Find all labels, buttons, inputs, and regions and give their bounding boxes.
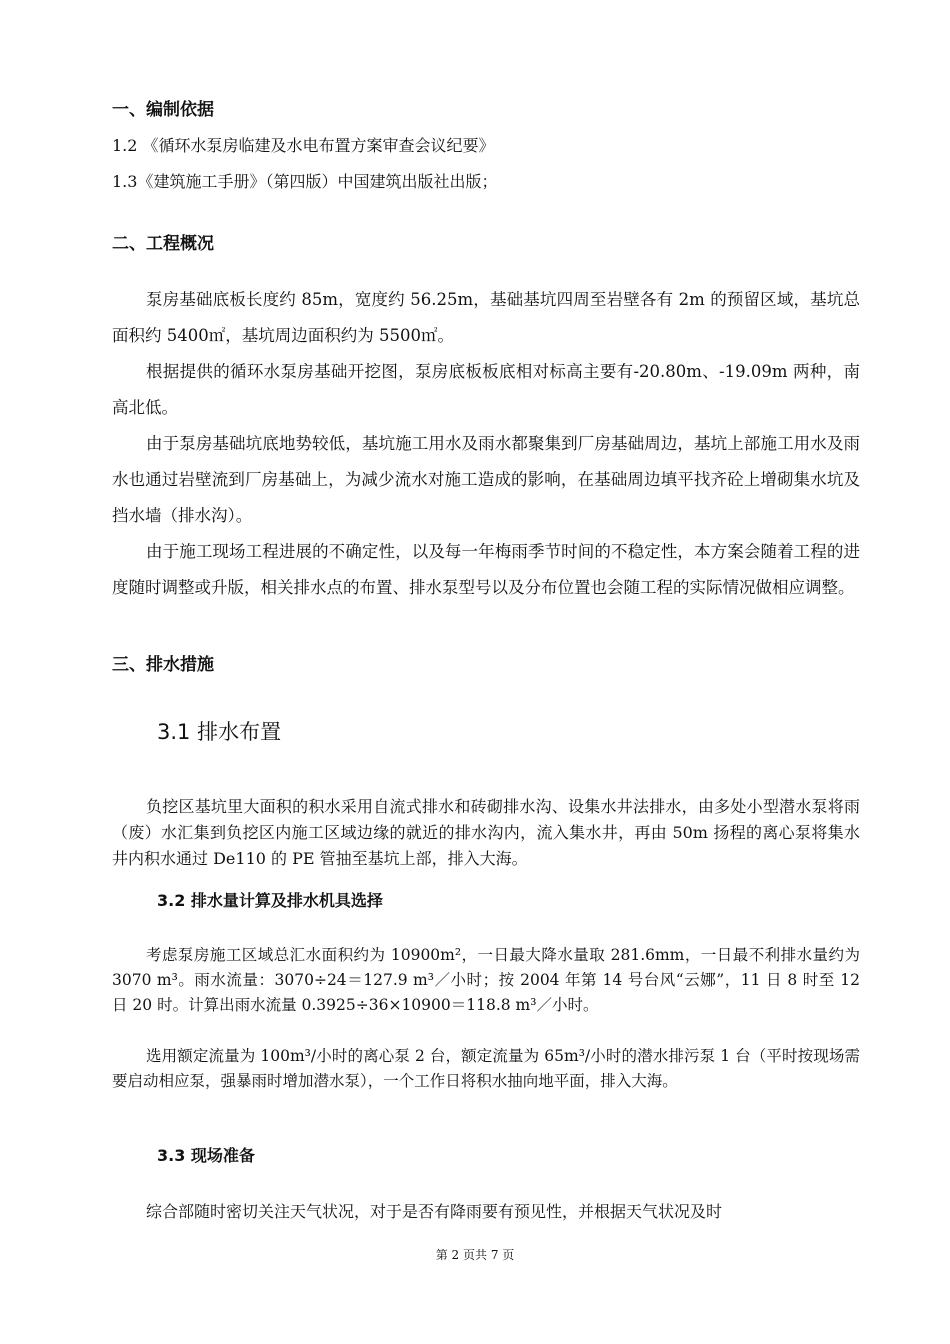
reference-item-1-2: 1.2 《循环水泵房临建及水电布置方案审查会议纪要》 bbox=[112, 136, 495, 155]
page-footer: 第 2 页共 7 页 bbox=[435, 1248, 515, 1262]
site-preparation-paragraph: 综合部随时密切关注天气状况，对于是否有降雨要有预见性，并根据天气状况及时 bbox=[146, 1202, 723, 1221]
calculation-paragraph: 考虑泵房施工区域总汇水面积约为 10900m²，一日最大降水量取 281.6mm，一日最不利排水量约为 3070 m³。雨水流量：3070÷24＝127.9 m³／小时；按 2004 年第 14 号台风“云娜”，11 日 8 时至 12 日 20 时。计算出雨水流量 0.3925÷36×10900＝118.8 m³／小时。 bbox=[112, 946, 860, 1014]
section-heading-overview: 二、工程概况 bbox=[112, 234, 214, 254]
overview-paragraph: 根据提供的循环水泵房基础开挖图，泵房底板板底相对标高主要有-20.80m、-19.09m 两种，南高北低。 bbox=[112, 362, 860, 417]
section-heading-basis: 一、编制依据 bbox=[112, 100, 214, 120]
overview-paragraph: 由于施工现场工程进展的不确定性，以及每一年梅雨季节时间的不稳定性，本方案会随着工程的进度随时调整或升版，相关排水点的布置、排水泵型号以及分布位置也会随工程的实际情况做相应调整。 bbox=[112, 542, 860, 597]
drainage-layout-paragraph: 负挖区基坑里大面积的积水采用自流式排水和砖砌排水沟、设集水井法排水，由多处小型潜水泵将雨（废）水汇集到负挖区内施工区域边缘的就近的排水沟内，流入集水井，再由 50m 扬程的离心泵将集水井内积水通过 De110 的 PE 管抽至基坑上部，排入大海。 bbox=[112, 797, 860, 868]
equipment-paragraph: 选用额定流量为 100m³/小时的离心泵 2 台，额定流量为 65m³/小时的潜水排污泵 1 台（平时按现场需要启动相应泵，强暴雨时增加潜水泵），一个工作日将积水抽向地平面，排入大海。 bbox=[112, 1047, 860, 1090]
section-heading-drainage: 三、排水措施 bbox=[112, 655, 214, 675]
subsection-heading-3-2: 3.2 排水量计算及排水机具选择 bbox=[157, 891, 383, 910]
overview-paragraph: 由于泵房基础坑底地势较低，基坑施工用水及雨水都聚集到厂房基础周边，基坑上部施工用水及雨水也通过岩壁流到厂房基础上，为减少流水对施工造成的影响，在基础周边填平找齐砼上增砌集水坑及挡水墙（排水沟）。 bbox=[112, 434, 860, 525]
subsection-heading-3-3: 3.3 现场准备 bbox=[157, 1146, 255, 1165]
subsection-heading-3-1: 3.1 排水布置 bbox=[157, 720, 282, 744]
reference-item-1-3: 1.3《建筑施工手册》（第四版）中国建筑出版社出版； bbox=[112, 172, 498, 191]
overview-paragraph: 泵房基础底板长度约 85m，宽度约 56.25m，基础基坑四周至岩壁各有 2m 的预留区域，基坑总面积约 5400㎡，基坑周边面积约为 5500㎡。 bbox=[112, 290, 860, 345]
